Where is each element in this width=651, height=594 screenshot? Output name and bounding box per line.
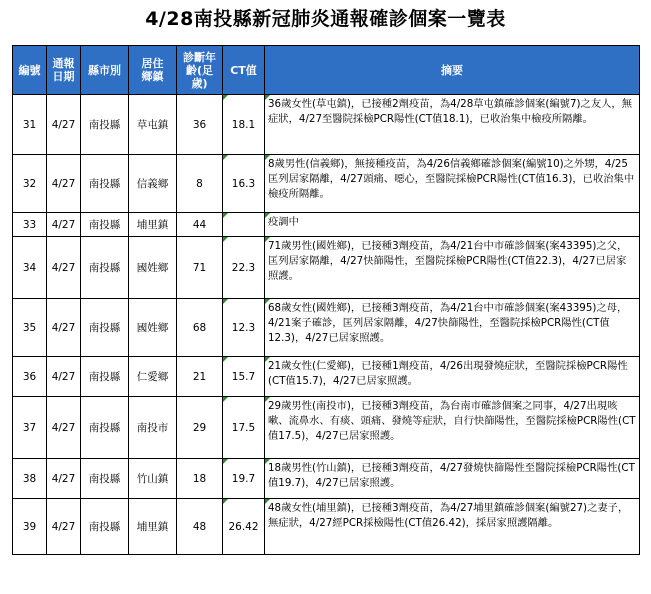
cell-county-text: 南投縣 xyxy=(88,421,121,434)
cell-age xyxy=(177,213,223,237)
cell-age-text: 71 xyxy=(192,261,207,274)
cell-report-date xyxy=(47,299,81,357)
comment-marker-icon xyxy=(223,237,228,242)
cell-ct xyxy=(223,459,265,499)
cell-age xyxy=(177,357,223,397)
cell-summary xyxy=(265,299,640,357)
cell-age-text: 29 xyxy=(192,421,207,434)
cell-id-text: 31 xyxy=(22,118,37,131)
cell-report-date-text: 4/27 xyxy=(51,472,76,485)
cell-age xyxy=(177,237,223,299)
cell-report-date xyxy=(47,213,81,237)
cell-county xyxy=(81,397,129,459)
cell-age xyxy=(177,397,223,459)
cell-ct xyxy=(223,499,265,555)
cell-county-text: 南投縣 xyxy=(88,321,121,334)
cell-report-date xyxy=(47,357,81,397)
cell-county-text: 南投縣 xyxy=(88,472,121,485)
table-row xyxy=(13,299,640,357)
table-row xyxy=(13,155,640,213)
cell-id-text: 32 xyxy=(22,177,37,190)
cell-report-date-text: 4/27 xyxy=(51,321,76,334)
cell-ct-text: 22.3 xyxy=(231,261,256,274)
comment-marker-icon xyxy=(223,357,228,362)
cell-report-date xyxy=(47,397,81,459)
cell-id-text: 36 xyxy=(22,370,37,383)
comment-marker-icon xyxy=(223,459,228,464)
cell-township xyxy=(129,299,177,357)
comment-marker-icon xyxy=(265,237,270,242)
cell-id-text: 35 xyxy=(22,321,37,334)
cell-report-date xyxy=(47,95,81,155)
cell-report-date-text: 4/27 xyxy=(51,177,76,190)
table-row xyxy=(13,397,640,459)
cell-report-date-text: 4/27 xyxy=(51,520,76,533)
cell-township xyxy=(129,213,177,237)
cell-county-text: 南投縣 xyxy=(88,118,121,131)
cell-ct-text: 18.1 xyxy=(231,118,256,131)
header-county: 縣市別 xyxy=(81,46,129,95)
cell-ct xyxy=(223,155,265,213)
cell-summary xyxy=(265,459,640,499)
header-age xyxy=(177,46,223,95)
cell-age-text: 18 xyxy=(192,472,207,485)
header-township-label: 居住鄉鎮 xyxy=(141,57,164,83)
comment-marker-icon xyxy=(223,155,228,160)
comment-marker-icon xyxy=(265,499,270,504)
cell-county xyxy=(81,213,129,237)
cell-id xyxy=(13,213,47,237)
header-age-label: 診斷年齡(足歲) xyxy=(183,50,216,90)
table-row xyxy=(13,459,640,499)
comment-marker-icon xyxy=(265,459,270,464)
cell-report-date xyxy=(47,459,81,499)
cell-report-date-text: 4/27 xyxy=(51,370,76,383)
cell-summary xyxy=(265,499,640,555)
cell-summary-text: 48歲女性(埔里鎮)，已接種3劑疫苗，為4/27埔里鎮確診個案(編號27)之妻子，無症狀，4/27經PCR採檢陽性(CT值26.42)，採居家照護隔離。 xyxy=(268,502,629,529)
cell-county xyxy=(81,357,129,397)
cell-id xyxy=(13,95,47,155)
cell-county-text: 南投縣 xyxy=(88,520,121,533)
header-report-date xyxy=(47,46,81,95)
cell-township-text: 國姓鄉 xyxy=(136,261,169,274)
cell-report-date-text: 4/27 xyxy=(51,118,76,131)
cell-report-date xyxy=(47,237,81,299)
comment-marker-icon xyxy=(223,397,228,402)
comment-marker-icon xyxy=(265,155,270,160)
cell-ct xyxy=(223,213,265,237)
table-header-row xyxy=(13,46,640,95)
cell-summary-text: 疫調中 xyxy=(268,216,299,228)
cell-township xyxy=(129,237,177,299)
comment-marker-icon xyxy=(223,499,228,504)
table-row xyxy=(13,499,640,555)
cell-id xyxy=(13,459,47,499)
cell-township-text: 竹山鎮 xyxy=(136,472,169,485)
cell-summary xyxy=(265,357,640,397)
cell-county-text: 南投縣 xyxy=(88,218,121,231)
cell-summary-text: 18歲男性(竹山鎮)，已接種3劑疫苗，4/27發燒快篩陽性至醫院採檢PCR陽性(CT值19.7)，4/27已居家照護。 xyxy=(268,462,635,489)
cell-ct-text: 15.7 xyxy=(231,370,256,383)
cell-ct xyxy=(223,357,265,397)
cell-age xyxy=(177,459,223,499)
header-ct: CT值 xyxy=(223,46,265,95)
cell-id xyxy=(13,357,47,397)
cell-summary-text: 21歲女性(仁愛鄉)，已接種1劑疫苗，4/26出現發燒症狀，至醫院採檢PCR陽性(CT值15.7)，4/27已居家照護。 xyxy=(268,360,628,387)
cell-summary xyxy=(265,237,640,299)
comment-marker-icon xyxy=(223,299,228,304)
cell-county xyxy=(81,95,129,155)
cell-ct-text: 12.3 xyxy=(231,321,256,334)
header-report-date-label: 通報日期 xyxy=(52,57,75,83)
cell-county-text: 南投縣 xyxy=(88,261,121,274)
cell-county xyxy=(81,299,129,357)
cell-township xyxy=(129,499,177,555)
cell-county xyxy=(81,155,129,213)
cell-age-text: 21 xyxy=(192,370,207,383)
cell-ct xyxy=(223,237,265,299)
cell-township-text: 仁愛鄉 xyxy=(136,370,169,383)
cell-township xyxy=(129,155,177,213)
cell-township-text: 草屯鎮 xyxy=(136,118,169,131)
cell-township-text: 埔里鎮 xyxy=(136,218,169,231)
cell-ct-text: 17.5 xyxy=(231,421,256,434)
cell-id-text: 33 xyxy=(22,218,37,231)
cell-township xyxy=(129,357,177,397)
cell-id xyxy=(13,397,47,459)
comment-marker-icon xyxy=(265,95,270,100)
cell-summary-text: 8歲男性(信義鄉)，無接種疫苗，為4/26信義鄉確診個案(編號10)之外甥，4/25匡列居家隔離，4/27頭痛、噁心，至醫院採檢PCR陽性(CT值16.3)，已收治集中檢疫所隔離。 xyxy=(268,158,635,200)
header-summary: 摘要 xyxy=(265,46,640,95)
comment-marker-icon xyxy=(265,299,270,304)
cell-summary xyxy=(265,155,640,213)
cell-id xyxy=(13,155,47,213)
cases-table xyxy=(12,45,640,555)
page-title: 4/28南投縣新冠肺炎通報確診個案一覽表 xyxy=(145,8,506,30)
table-row xyxy=(13,213,640,237)
cell-report-date-text: 4/27 xyxy=(51,261,76,274)
cell-summary-text: 29歲男性(南投市)，已接種3劑疫苗，為台南市確診個案之同事，4/27出現咳嗽、流鼻水、有痰、頭痛、發燒等症狀，自行快篩陽性，至醫院採檢PCR陽性(CT值17.5)，4/27已居家照護。 xyxy=(268,400,636,442)
cell-report-date xyxy=(47,499,81,555)
comment-marker-icon xyxy=(223,95,228,100)
cell-township xyxy=(129,459,177,499)
cell-id xyxy=(13,237,47,299)
table-row xyxy=(13,357,640,397)
cell-township-text: 信義鄉 xyxy=(136,177,169,190)
comment-marker-icon xyxy=(265,213,270,218)
comment-marker-icon xyxy=(223,213,228,218)
cell-ct xyxy=(223,299,265,357)
cell-summary-text: 71歲男性(國姓鄉)，已接種3劑疫苗，為4/21台中市確診個案(案43395)之父，匡列居家隔離，4/27快篩陽性，至醫院採檢PCR陽性(CT值22.3)，4/27已居家照護。 xyxy=(268,240,628,282)
cell-age-text: 48 xyxy=(192,520,207,533)
cell-summary xyxy=(265,397,640,459)
cell-ct-text: 19.7 xyxy=(231,472,256,485)
cell-age xyxy=(177,299,223,357)
cell-report-date-text: 4/27 xyxy=(51,218,76,231)
cell-county xyxy=(81,459,129,499)
cell-id-text: 37 xyxy=(22,421,37,434)
cell-ct xyxy=(223,95,265,155)
comment-marker-icon xyxy=(265,357,270,362)
cell-age-text: 8 xyxy=(196,177,203,190)
header-id: 編號 xyxy=(13,46,47,95)
cell-township-text: 國姓鄉 xyxy=(136,321,169,334)
cell-summary-text: 36歲女性(草屯鎮)，已接種2劑疫苗，為4/28草屯鎮確診個案(編號7)之友人，無症狀，4/27至醫院採檢PCR陽性(CT值18.1)，已收治集中檢疫所隔離。 xyxy=(268,98,633,125)
cell-county xyxy=(81,237,129,299)
cell-township-text: 南投市 xyxy=(136,421,169,434)
cell-summary xyxy=(265,213,640,237)
header-township xyxy=(129,46,177,95)
cell-id-text: 34 xyxy=(22,261,37,274)
cell-id xyxy=(13,499,47,555)
cell-id xyxy=(13,299,47,357)
cell-age xyxy=(177,499,223,555)
cell-township-text: 埔里鎮 xyxy=(136,520,169,533)
cell-ct-text: 26.42 xyxy=(228,520,259,533)
cell-age xyxy=(177,155,223,213)
table-row xyxy=(13,237,640,299)
cell-report-date-text: 4/27 xyxy=(51,421,76,434)
cell-age-text: 36 xyxy=(192,118,207,131)
cell-township xyxy=(129,397,177,459)
cell-summary-text: 68歲女性(國姓鄉)，已接種3劑疫苗，為4/21台中市確診個案(案43395)之母，4/21案子確診，匡列居家隔離，4/27快篩陽性，至醫院採檢PCR陽性(CT值12.3)，4/27已居家照護。 xyxy=(268,302,628,344)
cell-ct-text: 16.3 xyxy=(231,177,256,190)
cell-age xyxy=(177,95,223,155)
cell-county-text: 南投縣 xyxy=(88,177,121,190)
cell-county-text: 南投縣 xyxy=(88,370,121,383)
cell-age-text: 68 xyxy=(192,321,207,334)
cell-county xyxy=(81,499,129,555)
cell-report-date xyxy=(47,155,81,213)
cell-id-text: 39 xyxy=(22,520,37,533)
cell-ct xyxy=(223,397,265,459)
table-row xyxy=(13,95,640,155)
comment-marker-icon xyxy=(265,397,270,402)
cell-id-text: 38 xyxy=(22,472,37,485)
cell-age-text: 44 xyxy=(192,218,207,231)
cell-summary xyxy=(265,95,640,155)
cell-township xyxy=(129,95,177,155)
